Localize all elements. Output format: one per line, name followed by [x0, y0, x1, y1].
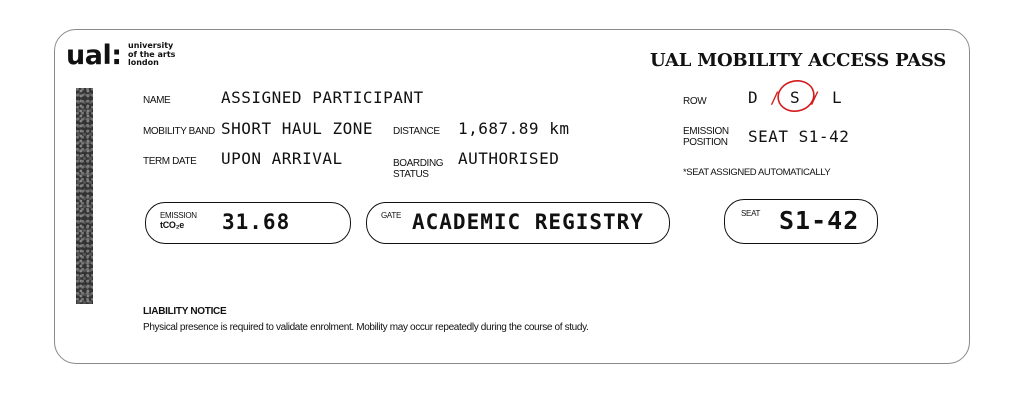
circled-selection-icon: [774, 78, 818, 114]
emission-pill-label-1: EMISSION: [160, 211, 197, 220]
boarding-label-line-1: BOARDING: [393, 158, 444, 169]
emission-position-label: [683, 126, 729, 148]
seat-pill: [724, 199, 878, 244]
row-letter-s: S: [790, 88, 800, 107]
logo-line-2: of the arts: [128, 49, 176, 59]
row-selector: [740, 86, 850, 110]
emission-position-value: SEAT S1-42: [748, 127, 850, 146]
row-label: ROW: [683, 96, 707, 107]
boarding-status-label: [393, 158, 443, 180]
pass-title: UAL MOBILITY ACCESS PASS: [650, 50, 947, 71]
liability-notice-text: Physical presence is required to validate enrolment. Mobility may occur repeatedly during the course of study.: [143, 322, 589, 333]
gate-pill: [366, 202, 670, 244]
term-date-value: UPON ARRIVAL: [221, 149, 343, 168]
emission-value: 31.68: [222, 210, 291, 234]
emission-position-label-line-1: EMISSION: [683, 126, 729, 137]
emission-position-label-line-2: POSITION: [683, 137, 728, 148]
row-letter-l: L: [832, 88, 842, 107]
emission-pill: [145, 202, 351, 244]
liability-notice-title: LIABILITY NOTICE: [143, 306, 227, 317]
mobility-band-value: SHORT HAUL ZONE: [221, 119, 373, 138]
distance-value: 1,687.89 km: [458, 119, 570, 138]
gate-label: GATE: [381, 211, 401, 220]
distance-label: DISTANCE: [393, 126, 440, 137]
boarding-status-value: AUTHORISED: [458, 149, 560, 168]
ual-logo-text: [128, 42, 175, 68]
boarding-label-line-2: STATUS: [393, 169, 429, 180]
ual-logo-mark: ual:: [66, 40, 122, 71]
logo-line-3: london: [128, 58, 159, 67]
term-date-label: TERM DATE: [143, 156, 197, 167]
gate-value: ACADEMIC REGISTRY: [412, 210, 644, 234]
row-separator-1: /: [770, 88, 780, 107]
row-letter-d: D: [748, 88, 758, 107]
logo-line-1: university: [128, 41, 174, 50]
seat-value: S1-42: [779, 206, 860, 235]
texture-strip: [76, 88, 93, 304]
mobility-band-label: MOBILITY BAND: [143, 126, 215, 137]
emission-pill-label-2: tCO₂e: [160, 220, 185, 230]
name-value: ASSIGNED PARTICIPANT: [221, 88, 424, 107]
name-label: NAME: [143, 95, 171, 106]
seat-assigned-note: *SEAT ASSIGNED AUTOMATICALLY: [683, 167, 831, 178]
row-separator-2: /: [810, 88, 820, 107]
seat-label: SEAT: [741, 209, 761, 218]
